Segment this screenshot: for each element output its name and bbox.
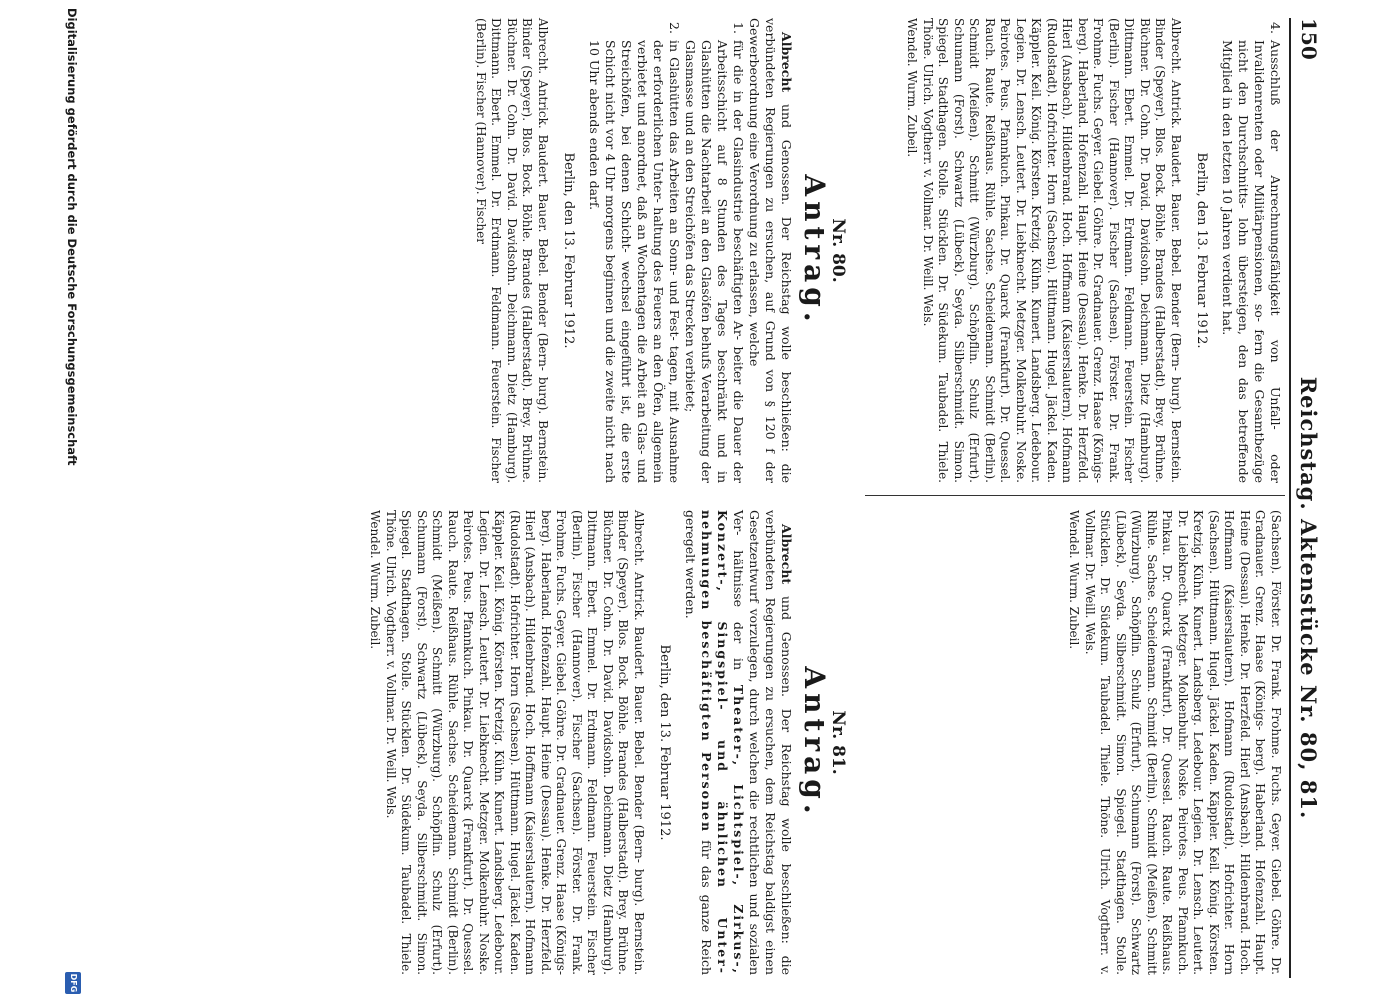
intro-end: für das ganze Reich geregelt werden.	[683, 510, 714, 975]
item-number: 2.	[667, 22, 682, 34]
page-header	[1291, 18, 1321, 978]
right-column-bottom	[367, 510, 858, 975]
signatories-last: Wendel. Wurm. Zubeil.	[1067, 510, 1082, 650]
motion-intro	[682, 510, 794, 975]
dfg-logo: DFG	[65, 972, 81, 994]
signatories: Albrecht. Antrick. Baudert. Bauer. Bebel. Bender (Bern- burg). Bernstein. Binder (Speyer). Blos. Bock. Böhle. Brandes (Halberstadt). Brey. Brühne. Büchner. Dr. Cohn. Dr. David. Davidsohn. Deichmann. Dietz (Hamburg). Dittmann. Ebert. Emmel. Dr. Erdmann. Feldmann. Feuerstein. Fischer (Berlin). Fischer (Hannover). Fischer	[474, 18, 550, 483]
list-item-2	[586, 18, 682, 483]
document-page	[133, 0, 1383, 1000]
motion-number: Nr. 80.	[828, 218, 848, 283]
signatories: Albrecht. Antrick. Baudert. Bauer. Bebel. Bender (Bern- burg). Bernstein. Binder (Speyer). Blos. Bock. Böhle. Brandes (Halberstadt). Brey. Brühne. Büchner. Dr. Cohn. Dr. David. Davidsohn. Deichmann. Dietz (Hamburg). Dittmann. Ebert. Emmel. Dr. Erdmann. Feldmann. Feuerstein. Fischer (Berlin). Fischer (Hannover). Fischer (Sachsen). Förster. Dr. Frank. Frohme. Fuchs. Geyer. Giebel. Göhre. Dr. Gradnauer. Grenz. Haase (Königs- berg). Haberland. Hofenzahl. Haupt. Heine (Dessau). Henke. Dr. Herzfeld. Hierl (Ansbach). Hildenbrand. Hoch. Hoffmann (Kaiserslautern). Hofmann (Rudolstadt). Hofrichter. Horn (Sachsen). Hüttmann. Hugel. Jäckel. Kaden. Käppler. Keil. König. Körsten. Kretzig. Kühn. Kunert. Landsberg. Ledebour. Legien. Dr. Lensch. Leutert. Dr. Liebknecht. Metzger. Molkenbuhr. Noske. Peirotes. Peus. Pfannkuch. Pinkau. Dr. Quarck (Frankfurt). Dr. Quessel. Rauch. Raute. Reißhaus. Rühle. Sachse. Scheidemann. Schmidt (Berlin). Schmidt (Meißen). Schmitt (Würzburg). Schöpflin. Schulz (Erfurt). Schumann (Forst). Schwartz (Lübeck). Seyda. Silberschmidt. Simon. Spiegel. Stadthagen. Stolle. Stücklen. Dr. Südekum. Taubadel. Thiele. Thöne. Ulrich. Vogtherr. v. Vollmar. Dr. Weill. Wels.	[921, 18, 1183, 483]
signatories: Albrecht. Antrick. Baudert. Bauer. Bebel. Bender (Bern- burg). Bernstein. Binder (Speyer). Blos. Bock. Böhle. Brandes (Halberstadt). Brey. Brühne. Büchner. Dr. Cohn. Dr. David. Davidsohn. Deichmann. Dietz (Hamburg). Dittmann. Ebert. Emmel. Dr. Erdmann. Feldmann. Feuerstein. Fischer (Berlin). Fischer (Hannover). Fischer (Sachsen). Förster. Dr. Frank. Frohme. Fuchs. Geyer. Giebel. Göhre. Dr. Gradnauer. Grenz. Haase (Königs- berg). Haberland. Hofenzahl. Haupt. Heine (Dessau). Henke. Dr. Herzfeld. Hierl (Ansbach). Hildenbrand. Hoch. Hoffmann (Kaiserslautern). Hofmann (Rudolstadt). Hofrichter. Horn (Sachsen). Hüttmann. Hugel. Jäckel. Kaden. Käppler. Keil. König. Körsten. Kretzig. Kühn. Kunert. Landsberg. Ledebour. Legien. Dr. Lensch. Leutert. Dr. Liebknecht. Metzger. Molkenbuhr. Noske. Peirotes. Peus. Pfannkuch. Pinkau. Dr. Quarck (Frankfurt). Dr. Quessel. Rauch. Raute. Reißhaus. Rühle. Sachse. Scheidemann. Schmidt (Berlin). Schmidt (Meißen). Schmitt (Würzburg). Schöpflin. Schulz (Erfurt). Schumann (Forst). Schwartz (Lübeck). Seyda. Silberschmidt. Simon. Spiegel. Stadthagen. Stolle. Stücklen. Dr. Südekum. Taubadel. Thiele. Thöne. Ulrich. Vogtherr. v. Vollmar. Dr. Weill. Wels.	[384, 510, 646, 975]
motion-title: Antrag.	[798, 174, 831, 327]
intro-emphasis: Theater-, Lichtspiel-, Zirkus-, Konzert-, Singspiel- und ähnlichen Unter- nehmungen beschäftigten Personen	[699, 510, 746, 975]
item-text: Ausschluß der Anrechnungsfähigkeit von Unfall- oder Invalidenrenten oder Militärpensionen, so- fern die Gesamtbezüge nicht den Durchschnitts- lohn übersteigen, den das betreffende Mitglied in den letzten 10 Jahren verdient hat.	[1220, 40, 1283, 483]
header-rule	[1289, 18, 1291, 978]
motion-intro	[746, 18, 794, 483]
left-column-top	[904, 18, 1283, 483]
signatories-last: Wendel. Wurm. Zubeil.	[905, 18, 920, 158]
list-item-1	[682, 18, 746, 483]
lead-name: Albrecht	[779, 524, 794, 585]
list-item-4	[1219, 18, 1283, 483]
digitization-footer	[59, 0, 83, 1000]
item-number: 1.	[731, 22, 746, 34]
footer-text: Digitalisierung gefördert durch die Deutsche Forschungsgemeinschaft	[65, 8, 79, 466]
item-text: in Glashütten das Arbeiten an Sonn- und Fest- tagen, mit Ausnahme der erforderlichen Unter- haltung des Feuers an den Öfen, allgemein verbietet und anordnet, daß an Wochentagen die Arbeit an Glas- und Streichöfen, bei denen Schicht- wechsel eingeführt ist, die erste Schicht nicht vor 4 Uhr morgens beginnen und die zweite nicht nach 10 Uhr abends enden darf.	[587, 40, 682, 483]
running-head: Reichstag. Aktenstücke Nr. 80, 81.	[1296, 376, 1321, 820]
signatories: (Sachsen). Förster. Dr. Frank. Frohme. Fuchs. Geyer. Giebel. Göhre. Dr. Gradnauer. Grenz. Haase (Königs- berg). Haberland. Hofenzahl. Haupt. Heine (Dessau). Henke. Dr. Herzfeld. Hierl (Ansbach). Hildenbrand. Hoch. Hoffmann (Kaiserslautern). Hofmann (Rudolstadt). Hofrichter. Horn (Sachsen). Hüttmann. Hugel. Jäckel. Kaden. Käppler. Keil. König. Körsten. Kretzig. Kühn. Kunert. Landsberg. Ledebour. Legien. Dr. Lensch. Leutert. Dr. Liebknecht. Metzger. Molkenbuhr. Noske. Peirotes. Peus. Pfannkuch. Pinkau. Dr. Quarck (Frankfurt). Dr. Quessel. Rauch. Raute. Reißhaus. Rühle. Sachse. Scheidemann. Schmidt (Berlin). Schmidt (Meißen). Schmitt (Würzburg). Schöpflin. Schulz (Erfurt). Schumann (Forst). Schwartz (Lübeck). Seyda. Silberschmidt. Simon. Spiegel. Stadthagen. Stolle. Stücklen. Dr. Südekum. Taubadel. Thiele. Thöne. Ulrich. Vogtherr. v. Vollmar. Dr. Weill. Wels.	[1083, 510, 1283, 975]
intro-text: und Genossen. Der Reichstag wolle beschließen: die verbündeten Regierungen zu ersuchen, auf Grund von § 120 f der Gewerbeordnung eine Verordnung zu erlassen, welche	[747, 18, 794, 483]
motion-title: Antrag.	[798, 666, 831, 819]
right-column-top	[1066, 510, 1283, 975]
intro-text: und Genossen. Der Reichstag wolle beschließen: die verbündeten Regierungen zu ersuchen, dem Reichstag baldigst einen Gesetzentwurf vorzulegen, durch welchen die rechtlichen und sozialen Ver- hältnisse der in	[731, 510, 794, 975]
dateline: Berlin, den 13. Februar 1912.	[561, 152, 576, 349]
motion-number: Nr. 81.	[828, 710, 848, 775]
dateline: Berlin, den 13. Februar 1912.	[1194, 152, 1209, 349]
item-number: 4.	[1268, 22, 1283, 34]
dateline: Berlin, den 13. Februar 1912.	[657, 644, 672, 841]
item-text: für die in der Glasindustrie beschäftigten Ar- beiter die Dauer der Arbeitsschicht auf 8 Stunden des Tages beschränkt und in Glashütten die Nachtarbeit an den Glasöfen behufs Verarbeitung der Glasmasse und an den Streichöfen das Strecken verbietet;	[683, 40, 746, 483]
lead-name: Albrecht	[779, 32, 794, 93]
signatories-last: Wendel. Wurm. Zubeil.	[368, 510, 383, 650]
page-number: 150	[1297, 18, 1321, 60]
left-column-bottom	[473, 18, 859, 483]
column-divider	[865, 495, 1285, 496]
